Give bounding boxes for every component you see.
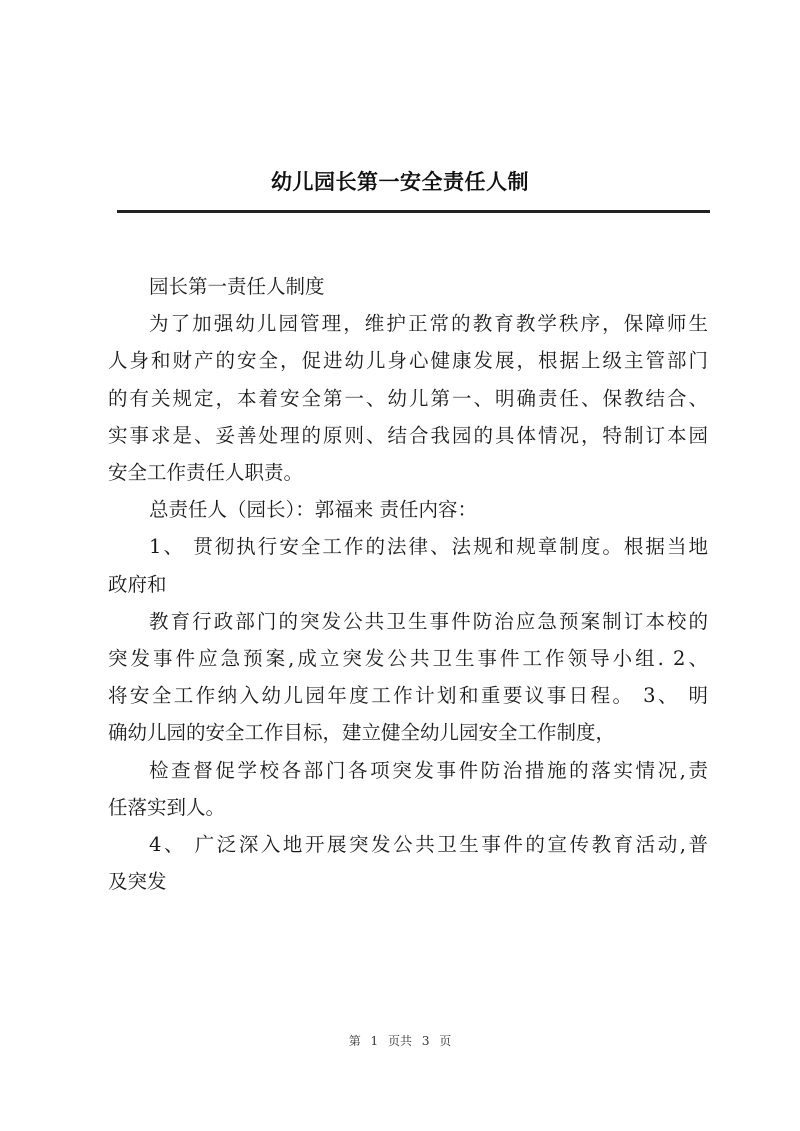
- body-line: 实事求是、妥善处理的原则、结合我园的具体情况，特制订本园: [108, 423, 708, 447]
- body-line: 教育行政部门的突发公共卫生事件防治应急预案制订本校的: [149, 609, 708, 633]
- body-line: 总责任人（园长）：郭福来 责任内容：: [149, 498, 477, 522]
- body-line: 园长第一责任人制度: [149, 275, 325, 298]
- body-line: 安全工作责任人职责。: [108, 461, 304, 485]
- body-line: 的有关规定，本着安全第一、幼儿第一、明确责任、保教结合、: [108, 386, 708, 410]
- body-line: 将安全工作纳入幼儿园年度工作计划和重要议事日程。 3、 明: [108, 684, 708, 708]
- body-line: 政府和: [108, 572, 167, 596]
- title-underline: [117, 210, 710, 213]
- document-title: 幼儿园长第一安全责任人制: [271, 170, 529, 194]
- body-line: 人身和财产的安全，促进幼儿身心健康发展，根据上级主管部门: [108, 349, 708, 373]
- body-line: 4、 广泛深入地开展突发公共卫生事件的宣传教育活动,普: [149, 833, 708, 857]
- body-line: 1、 贯彻执行安全工作的法律、法规和规章制度。根据当地: [149, 535, 708, 559]
- body-line: 确幼儿园的安全工作目标，建立健全幼儿园安全工作制度，: [108, 721, 616, 745]
- page-footer: 第 1 页共 3 页: [348, 1034, 452, 1048]
- body-line: 任落实到人。: [108, 795, 226, 819]
- body-line: 检查督促学校各部门各项突发事件防治措施的落实情况,责: [149, 758, 708, 782]
- body-line: 为了加强幼儿园管理，维护正常的教育教学秩序，保障师生: [149, 312, 708, 336]
- document-body: [108, 268, 708, 900]
- body-line: 及突发: [108, 870, 167, 894]
- body-line: 突发事件应急预案,成立突发公共卫生事件工作领导小组. 2、: [108, 647, 708, 671]
